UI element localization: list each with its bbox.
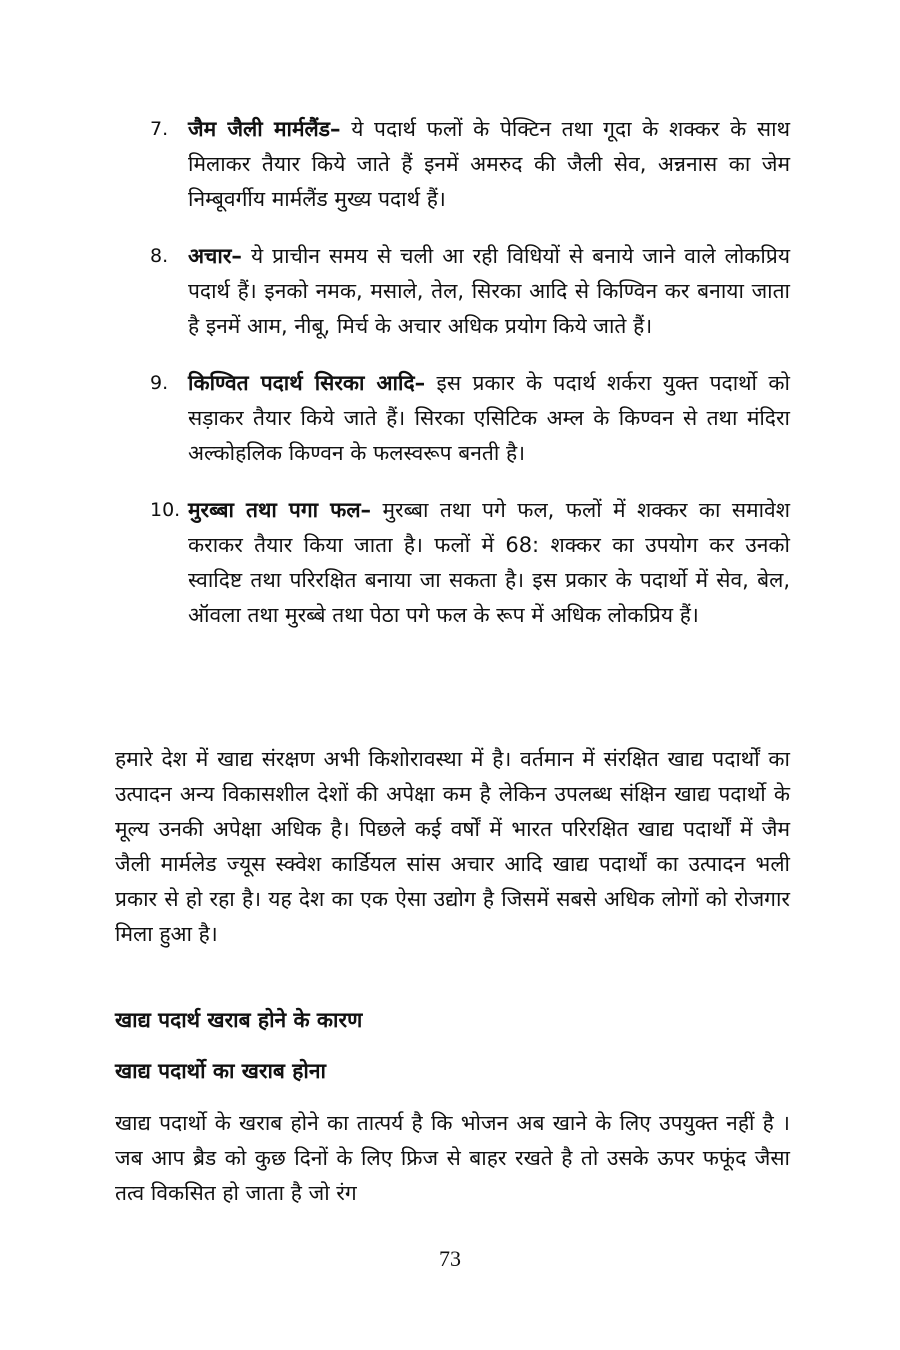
list-item-body [188,366,790,471]
list-item-number: 7. [150,118,169,140]
list-item-number: 9. [150,372,169,394]
section-heading-1: खाद्य पदार्थ खराब होने के कारण [115,1008,363,1032]
list-item-number: 10. [150,499,181,521]
list-item-title: मुरब्बा तथा पगा फल– [188,498,372,522]
body-paragraph-1: हमारे देश में खाद्य संरक्षण अभी किशोरावस्था में है। वर्तमान में संरक्षित खाद्य पदार्थों का उत्पादन अन्य विकासशील देशों की अपेक्षा कम है लेकिन उपलब्ध संक्षिन खाद्य पदार्थो के मूल्य उनकी अपेक्षा अधिक है। पिछले कई वर्षों में भारत परिरक्षित खाद्य पदार्थों में जैम जैली मार्मलेड ज्यूस स्क्वेश कार्डियल सांस अचार आदि खाद्य पदार्थों का उत्पादन भली प्रकार से हो रहा है। यह देश का एक ऐसा उद्योग है जिसमें सबसे अधिक लोगों को रोजगार मिला हुआ है। [115,747,790,946]
list-item-title: जैम जैली मार्मलैंड– [188,117,341,141]
list-item-text: मुरब्बा तथा पगे फल, फलों में शक्कर का समावेश कराकर तैयार किया जाता है। फलों में 68: शक्कर का उपयोग कर उनको स्वादिष्ट तथा परिरक्षित बनाया जा सकता है। इस प्रकार के पदार्थो में सेव, बेल, ऑवला तथा मुरब्बे तथा पेठा पगे फल के रूप में अधिक लोकप्रिय हैं। [188,498,790,627]
list-item-title: किण्वित पदार्थ सिरका आदि– [188,371,426,395]
list-item-10 [150,493,790,633]
body-paragraph-2: खाद्य पदार्थो के खराब होने का तात्पर्य है कि भोजन अब खाने के लिए उपयुक्त नहीं है । जब आप ब्रैड को कुछ दिनों के लिए फ्रिज से बाहर रखते है तो उसके ऊपर फफूंद जैसा तत्व विकसित हो जाता है जो रंग [115,1111,790,1205]
list-item-9 [150,366,790,471]
page-number: 73 [439,1246,461,1271]
list-item-body [188,493,790,633]
list-item-body [188,112,790,217]
list-item-7 [150,112,790,217]
section-heading-2: खाद्य पदार्थो का खराब होना [115,1059,326,1083]
list-item-text: ये पदार्थ फलों के पेक्टिन तथा गूदा के शक्कर के साथ मिलाकर तैयार किये जाते हैं इनमें अमरुद की जैली सेव, अन्ननास का जेम निम्बूवर्गीय मार्मलैंड मुख्य पदार्थ हैं। [188,117,790,211]
list-item-text: ये प्राचीन समय से चली आ रही विधियों से बनाये जाने वाले लोकप्रिय पदार्थ हैं। इनको नमक, मसाले, तेल, सिरका आदि से किण्विन कर बनाया जाता है इनमें आम, नीबू, मिर्च के अचार अधिक प्रयोग किये जाते हैं। [188,244,790,338]
list-item-8 [150,239,790,344]
list-item-text: इस प्रकार के पदार्थ शर्करा युक्त पदार्थो को सड़ाकर तैयार किये जाते हैं। सिरका एसिटिक अम्ल के किण्वन से तथा मंदिरा अल्कोहलिक किण्वन के फलस्वरूप बनती है। [188,371,790,465]
list-item-title: अचार– [188,244,242,268]
numbered-list [150,112,790,655]
list-item-number: 8. [150,245,169,267]
list-item-body [188,239,790,344]
